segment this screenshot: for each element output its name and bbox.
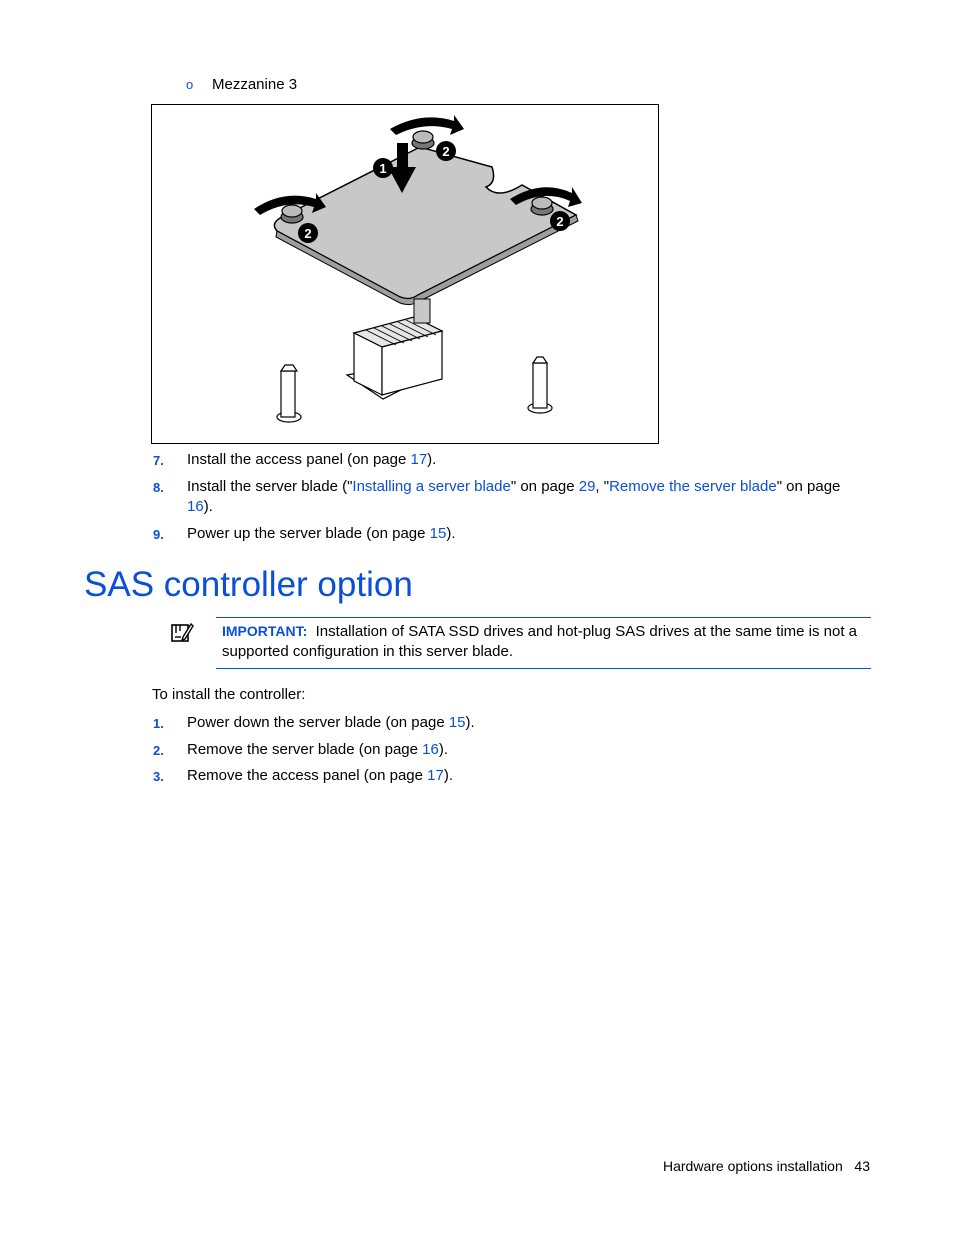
thumbscrew-top — [412, 131, 434, 149]
sub-item-text: Mezzanine 3 — [212, 76, 298, 93]
callout-label: 2 — [304, 226, 312, 241]
callout-label: 2 — [556, 214, 564, 229]
callout-2-left — [298, 223, 318, 243]
page-link[interactable]: 15 — [448, 714, 466, 731]
step-number: 8. — [153, 480, 164, 495]
xref-link[interactable]: Installing a server blade — [352, 478, 511, 495]
footer-section: Hardware options installation — [662, 1158, 843, 1174]
step-text-part: " on page — [776, 478, 841, 495]
step-text-part: , " — [595, 478, 610, 495]
mezzanine-board — [274, 147, 578, 323]
step-text-part: ). — [438, 741, 448, 758]
connector — [347, 317, 442, 399]
section-title: SAS controller option — [84, 565, 413, 604]
step-text-part: ). — [465, 714, 475, 731]
step-text — [187, 477, 867, 517]
page-link[interactable]: 16 — [422, 741, 439, 758]
page-link[interactable]: 17 — [410, 451, 428, 468]
standoff-left — [277, 365, 301, 422]
page-link[interactable]: 17 — [427, 767, 444, 784]
step-text-part: Install the server blade (" — [187, 478, 353, 495]
callout-2-top — [436, 141, 456, 161]
step-number: 7. — [153, 453, 164, 468]
callout-1 — [373, 158, 393, 178]
step-number: 2. — [153, 743, 164, 758]
step-text-part: Power up the server blade (on page — [187, 525, 430, 542]
step-text — [187, 713, 475, 733]
callout-label: 1 — [379, 161, 387, 176]
step-text-part: Power down the server blade (on page — [187, 714, 449, 731]
step-text — [187, 740, 448, 760]
step-text — [187, 450, 436, 470]
footer-page-number: 43 — [854, 1158, 870, 1174]
thumbscrew-right — [531, 197, 553, 215]
callout-2-right — [550, 211, 570, 231]
step-text-part: Remove the access panel (on page — [187, 767, 428, 784]
step-text — [187, 524, 456, 544]
step-text-part: Remove the server blade (on page — [187, 741, 423, 758]
step-text-part: ). — [427, 451, 437, 468]
step-text-part: ). — [443, 767, 454, 784]
page-link[interactable]: 16 — [187, 498, 204, 515]
thumbscrew-left — [281, 205, 303, 223]
step-text-part: ). — [446, 525, 456, 542]
important-note-icon — [170, 621, 194, 643]
mezzanine-install-figure — [151, 104, 659, 444]
step-text-part: ). — [203, 498, 213, 515]
important-label: IMPORTANT: — [222, 623, 308, 639]
xref-link[interactable]: Remove the server blade — [609, 478, 777, 495]
step-number: 9. — [153, 527, 164, 542]
standoff-right — [528, 357, 552, 413]
mezzanine-illustration — [152, 105, 658, 443]
page-link[interactable]: 15 — [429, 525, 447, 542]
page-link[interactable]: 29 — [578, 478, 596, 495]
callout-label: 2 — [442, 144, 450, 159]
procedure-intro: To install the controller: — [152, 686, 306, 703]
step-text-part: " on page — [510, 478, 579, 495]
important-note-text — [222, 621, 862, 662]
step-number: 3. — [153, 769, 164, 784]
step-number: 1. — [153, 716, 164, 731]
page-footer — [620, 1158, 870, 1174]
sub-bullet: o — [186, 77, 194, 92]
step-text-part: Install the access panel (on page — [187, 451, 411, 468]
step-text — [187, 766, 453, 786]
important-body: Installation of SATA SSD drives and hot-plug SAS drives at the same time is not a supported configuration in this server blade. — [222, 623, 858, 660]
